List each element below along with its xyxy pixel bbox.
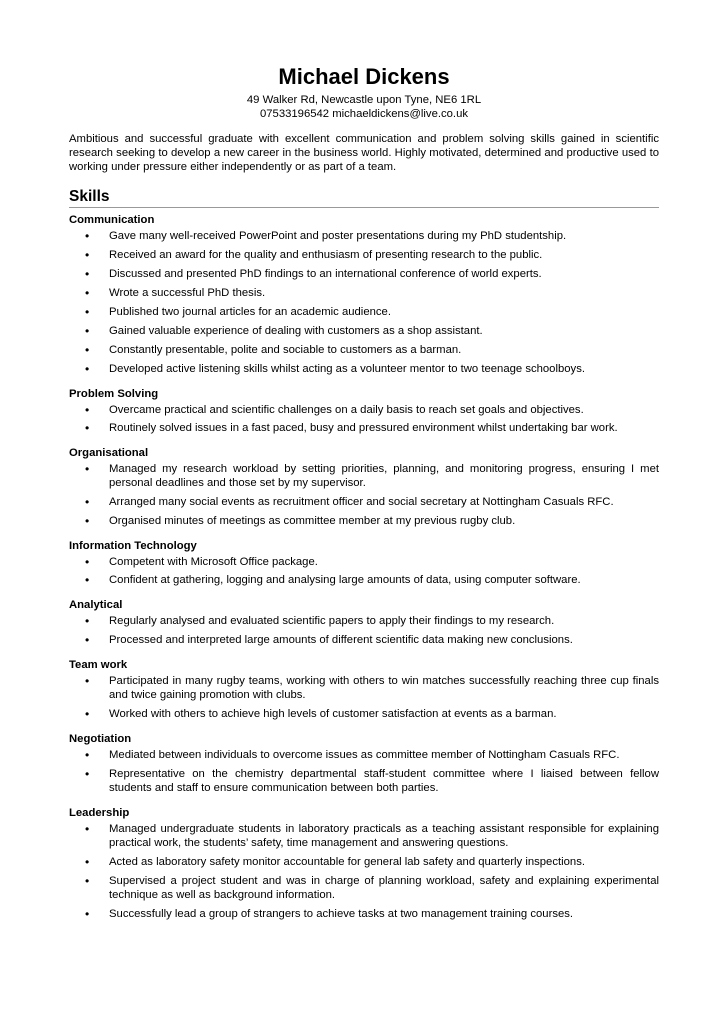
bullet-list [69, 822, 659, 921]
list-item [69, 267, 659, 281]
list-item [69, 907, 659, 921]
category-heading: Team work [69, 659, 128, 671]
bullet-list [69, 748, 659, 795]
list-item-text: Representative on the chemistry departmental staff-student committee where I liaised between fellow students and staff to ensure communication between both parties. [109, 768, 659, 794]
list-item [69, 343, 659, 357]
list-item-text: Constantly presentable, polite and sociable to customers as a barman. [109, 344, 462, 356]
list-item-text: Gained valuable experience of dealing with customers as a shop assistant. [109, 325, 483, 337]
bullet-icon: • [85, 248, 90, 262]
bullet-icon: • [85, 305, 90, 319]
list-item-text: Overcame practical and scientific challenges on a daily basis to reach set goals and objectives. [109, 404, 584, 416]
bullet-icon: • [85, 822, 90, 836]
bullet-list [69, 229, 659, 376]
list-item-text: Gave many well-received PowerPoint and poster presentations during my PhD studentship. [109, 230, 567, 242]
list-item [69, 674, 659, 702]
bullet-list [69, 555, 659, 587]
bullet-icon: • [85, 286, 90, 300]
bullet-icon: • [85, 555, 90, 569]
list-item [69, 855, 659, 869]
list-item [69, 573, 659, 587]
category-heading: Information Technology [69, 540, 197, 552]
profile-summary: Ambitious and successful graduate with excellent communication and problem solving skills gained in scientific research seeking to develop a new career in the business world. Highly motivated, determined and productive used to working under pressure either independently or as part of a team. [69, 133, 659, 173]
list-item-text: Routinely solved issues in a fast paced, busy and pressured environment whilst undertaking bar work. [109, 422, 618, 434]
bullet-icon: • [85, 748, 90, 762]
bullet-icon: • [85, 633, 90, 647]
list-item-text: Managed undergraduate students in laboratory practicals as a teaching assistant responsible for explaining practical work, the students’ safety, time management and answering questions. [109, 823, 659, 849]
list-item-text: Published two journal articles for an academic audience. [109, 306, 391, 318]
list-item-text: Managed my research workload by setting priorities, planning, and monitoring progress, ensuring I met personal deadlines and those set by my supervisor. [109, 463, 659, 489]
list-item [69, 324, 659, 338]
list-item-text: Mediated between individuals to overcome issues as committee member of Nottingham Casuals RFC. [109, 749, 620, 761]
list-item-text: Confident at gathering, logging and analysing large amounts of data, using computer software. [109, 574, 581, 586]
list-item-text: Received an award for the quality and enthusiasm of presenting research to the public. [109, 249, 543, 261]
bullet-icon: • [85, 707, 90, 721]
list-item-text: Arranged many social events as recruitment officer and social secretary at Nottingham Casuals RFC. [109, 496, 614, 508]
category-heading: Communication [69, 214, 155, 226]
category-heading: Leadership [69, 807, 130, 819]
bullet-icon: • [85, 674, 90, 688]
list-item-text: Supervised a project student and was in charge of planning workload, safety and explaining experimental technique as well as background information. [109, 875, 659, 901]
list-item-text: Processed and interpreted large amounts of different scientific data making new conclusions. [109, 634, 573, 646]
list-item [69, 305, 659, 319]
resume-page [69, 64, 659, 926]
bullet-icon: • [85, 855, 90, 869]
list-item [69, 555, 659, 569]
bullet-icon: • [85, 403, 90, 417]
list-item [69, 633, 659, 647]
bullet-icon: • [85, 495, 90, 509]
list-item [69, 707, 659, 721]
bullet-icon: • [85, 229, 90, 243]
list-item [69, 495, 659, 509]
bullet-icon: • [85, 267, 90, 281]
list-item-text: Developed active listening skills whilst acting as a volunteer mentor to two teenage schoolboys. [109, 363, 585, 375]
skills-section [69, 213, 659, 921]
list-item-text: Participated in many rugby teams, working with others to win matches successfully reaching three cup finals and twice gaining promotion with clubs. [109, 675, 659, 701]
list-item [69, 229, 659, 243]
list-item [69, 248, 659, 262]
bullet-icon: • [85, 324, 90, 338]
bullet-icon: • [85, 614, 90, 628]
list-item-text: Acted as laboratory safety monitor accountable for general lab safety and quarterly inspections. [109, 856, 585, 868]
phone-email-line: 07533196542 michaeldickens@live.co.uk [259, 108, 469, 120]
category-heading: Negotiation [69, 733, 132, 745]
list-item-text: Organised minutes of meetings as committee member at my previous rugby club. [109, 515, 516, 527]
list-item-text: Discussed and presented PhD findings to an international conference of world experts. [109, 268, 542, 280]
list-item-text: Wrote a successful PhD thesis. [109, 287, 266, 299]
list-item [69, 767, 659, 795]
list-item [69, 462, 659, 490]
bullet-icon: • [85, 362, 90, 376]
list-item [69, 286, 659, 300]
bullet-list [69, 403, 659, 435]
bullet-icon: • [85, 514, 90, 528]
list-item-text: Successfully lead a group of strangers to achieve tasks at two management training courses. [109, 908, 574, 920]
bullet-list [69, 462, 659, 528]
bullet-icon: • [85, 907, 90, 921]
bullet-list [69, 674, 659, 721]
list-item [69, 614, 659, 628]
list-item [69, 403, 659, 417]
bullet-icon: • [85, 462, 90, 476]
list-item [69, 514, 659, 528]
category-heading: Analytical [69, 599, 123, 611]
candidate-name: Michael Dickens [278, 64, 450, 89]
category-heading: Organisational [69, 447, 149, 459]
bullet-icon: • [85, 874, 90, 888]
bullet-icon: • [85, 573, 90, 587]
list-item [69, 822, 659, 850]
skills-heading: Skills [69, 188, 659, 208]
bullet-icon: • [85, 421, 90, 435]
list-item-text: Worked with others to achieve high levels of customer satisfaction at events as a barman. [109, 708, 557, 720]
list-item-text: Regularly analysed and evaluated scientific papers to apply their findings to my research. [109, 615, 555, 627]
bullet-list [69, 614, 659, 647]
list-item [69, 421, 659, 435]
list-item [69, 748, 659, 762]
address-line: 49 Walker Rd, Newcastle upon Tyne, NE6 1RL [246, 94, 482, 106]
list-item-text: Competent with Microsoft Office package. [109, 556, 318, 568]
category-heading: Problem Solving [69, 388, 159, 400]
list-item [69, 362, 659, 376]
bullet-icon: • [85, 767, 90, 781]
bullet-icon: • [85, 343, 90, 357]
list-item [69, 874, 659, 902]
